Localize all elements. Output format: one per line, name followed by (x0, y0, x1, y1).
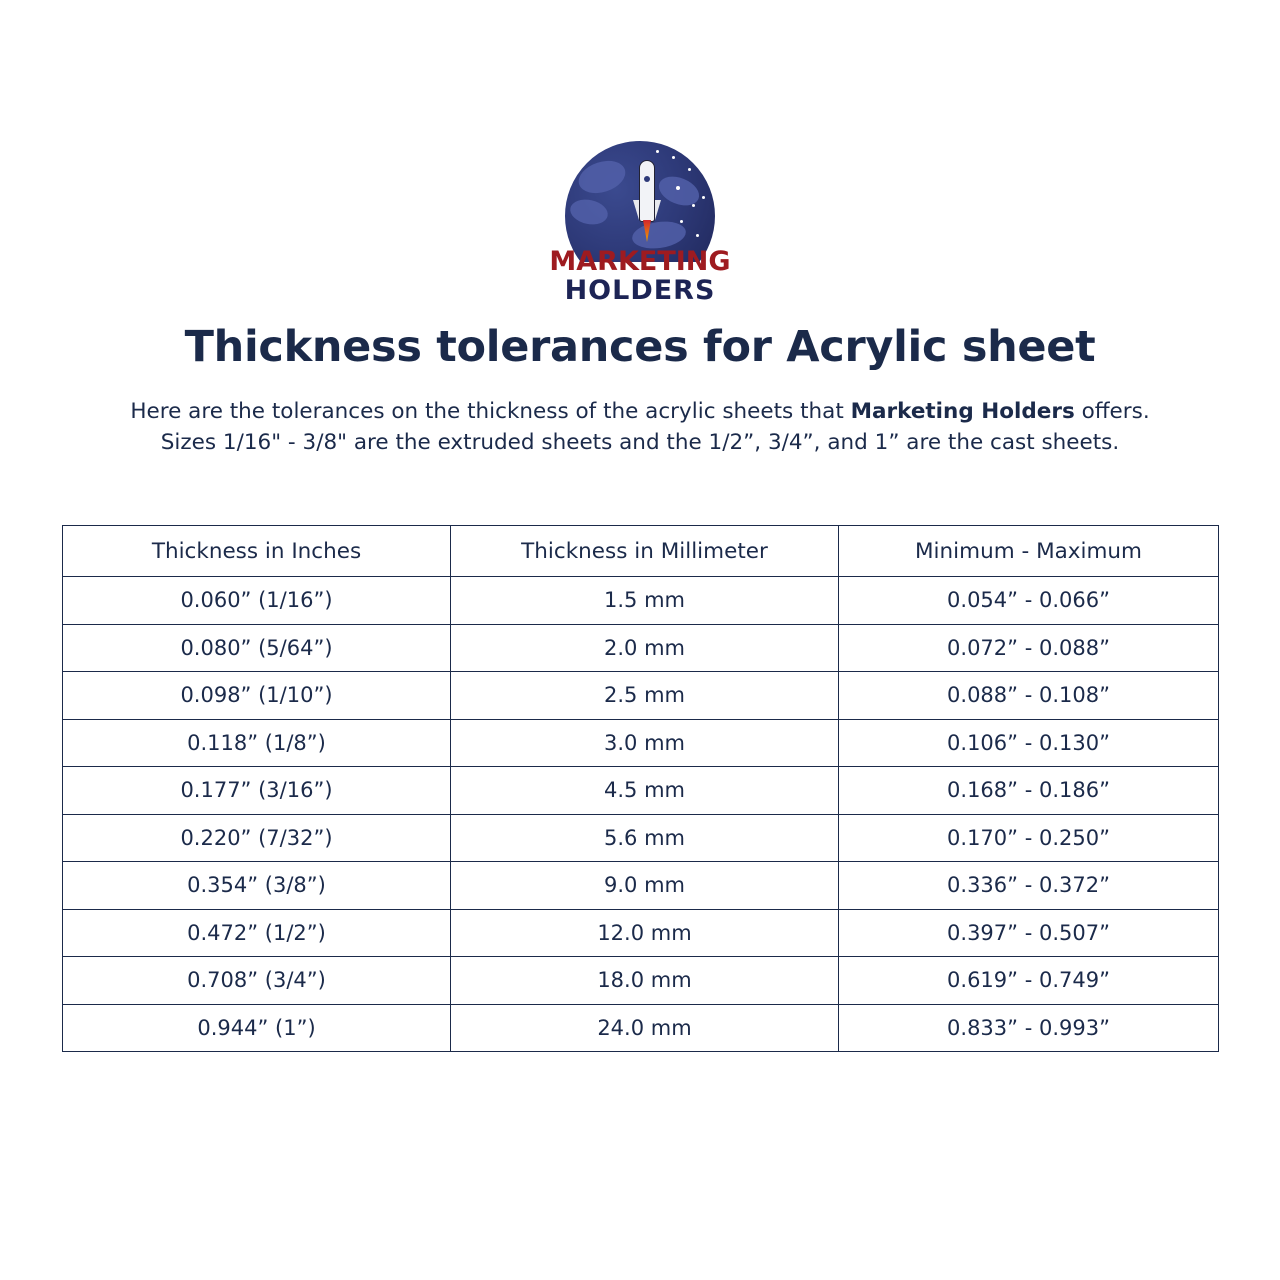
cell-millimeter: 2.0 mm (451, 624, 839, 672)
cell-min-max: 0.397” - 0.507” (839, 909, 1219, 957)
cell-millimeter: 4.5 mm (451, 767, 839, 815)
cell-inches: 0.177” (3/16”) (63, 767, 451, 815)
cell-millimeter: 9.0 mm (451, 862, 839, 910)
table-row (63, 909, 1219, 957)
page-title: Thickness tolerances for Acrylic sheet (184, 322, 1096, 372)
table-row (63, 814, 1219, 862)
cell-inches: 0.118” (1/8”) (63, 719, 451, 767)
cell-min-max: 0.170” - 0.250” (839, 814, 1219, 862)
column-header-inches: Thickness in Inches (63, 526, 451, 577)
cell-min-max: 0.106” - 0.130” (839, 719, 1219, 767)
cell-min-max: 0.619” - 0.749” (839, 957, 1219, 1005)
cell-min-max: 0.168” - 0.186” (839, 767, 1219, 815)
cell-min-max: 0.054” - 0.066” (839, 577, 1219, 625)
cell-min-max: 0.336” - 0.372” (839, 862, 1219, 910)
tolerance-table (62, 525, 1219, 1052)
brand-logo (0, 138, 1280, 313)
cell-inches: 0.220” (7/32”) (63, 814, 451, 862)
cell-min-max: 0.833” - 0.993” (839, 1004, 1219, 1052)
column-header-millimeter: Thickness in Millimeter (451, 526, 839, 577)
cell-millimeter: 2.5 mm (451, 672, 839, 720)
table-row (63, 719, 1219, 767)
table-row (63, 672, 1219, 720)
column-header-min-max: Minimum - Maximum (839, 526, 1219, 577)
cell-inches: 0.472” (1/2”) (63, 909, 451, 957)
tolerance-table-container (62, 525, 1218, 1052)
subtitle-text-after: offers. (1074, 399, 1150, 424)
globe-icon (562, 138, 718, 262)
subtitle-line-1 (0, 396, 1280, 427)
cell-millimeter: 24.0 mm (451, 1004, 839, 1052)
cell-millimeter: 3.0 mm (451, 719, 839, 767)
table-row (63, 957, 1219, 1005)
cell-millimeter: 18.0 mm (451, 957, 839, 1005)
cell-millimeter: 12.0 mm (451, 909, 839, 957)
table-body (63, 577, 1219, 1052)
subtitle-line-2: Sizes 1/16" - 3/8" are the extruded sheets and the 1/2”, 3/4”, and 1” are the cast sheets. (160, 430, 1120, 456)
cell-min-max: 0.072” - 0.088” (839, 624, 1219, 672)
cell-inches: 0.944” (1”) (63, 1004, 451, 1052)
cell-min-max: 0.088” - 0.108” (839, 672, 1219, 720)
cell-inches: 0.060” (1/16”) (63, 577, 451, 625)
table-row (63, 862, 1219, 910)
cell-inches: 0.080” (5/64”) (63, 624, 451, 672)
logo-brand-line2: HOLDERS (564, 275, 716, 306)
page-subtitle (0, 396, 1280, 458)
table-row (63, 577, 1219, 625)
cell-millimeter: 1.5 mm (451, 577, 839, 625)
cell-inches: 0.354” (3/8”) (63, 862, 451, 910)
subtitle-text-before: Here are the tolerances on the thickness of the acrylic sheets that (130, 399, 851, 424)
rocket-icon (634, 160, 660, 252)
table-header-row (63, 526, 1219, 577)
cell-inches: 0.098” (1/10”) (63, 672, 451, 720)
cell-millimeter: 5.6 mm (451, 814, 839, 862)
cell-inches: 0.708” (3/4”) (63, 957, 451, 1005)
table-row (63, 624, 1219, 672)
subtitle-brand-name: Marketing Holders (850, 399, 1075, 424)
table-row (63, 1004, 1219, 1052)
table-row (63, 767, 1219, 815)
logo-brand-line1: MARKETING (549, 246, 731, 277)
